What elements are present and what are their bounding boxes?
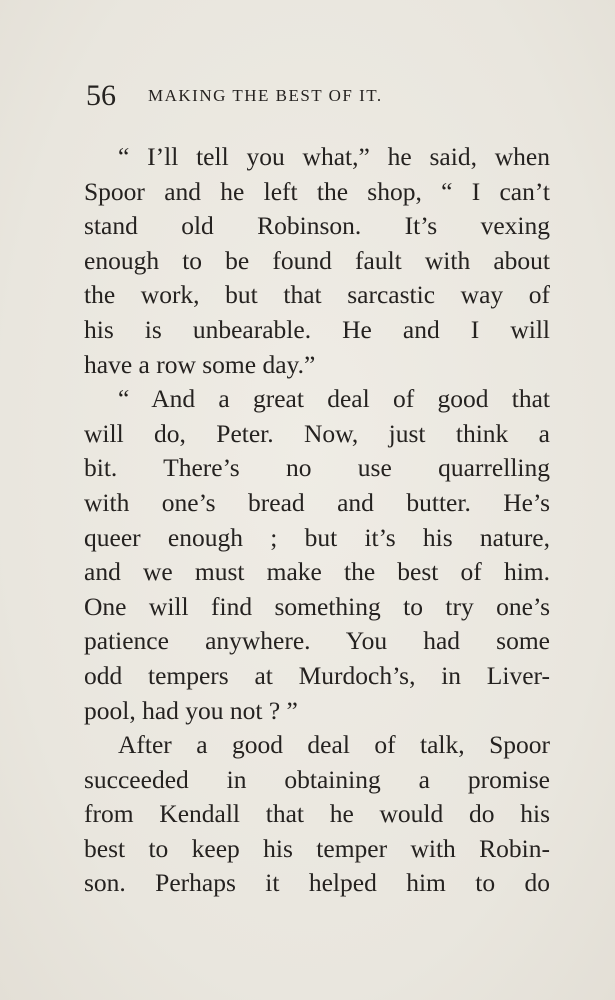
text-line: odd tempers at Murdoch’s, in Liver- [84, 660, 550, 690]
text-line: patience anywhere. You had some [84, 626, 550, 656]
text-line: his is unbearable. He and I will [84, 314, 550, 344]
running-title: MAKING THE BEST OF IT. [148, 86, 383, 105]
page-header [86, 78, 536, 114]
text-line: from Kendall that he would do his [84, 799, 550, 829]
text-line: One will find something to try one’s [84, 591, 550, 621]
text-line: enough to be found fault with about [84, 245, 550, 275]
text-line: pool, had you not ? ” [84, 695, 298, 725]
text-line: bit. There’s no use quarrelling [84, 453, 550, 483]
text-line: stand old Robinson. It’s vexing [84, 211, 550, 241]
text-line: will do, Peter. Now, just think a [84, 418, 550, 448]
text-line: succeeded in obtaining a promise [84, 764, 550, 794]
text-line: “ I’ll tell you what,” he said, when [118, 142, 550, 171]
text-line: queer enough ; but it’s his nature, [84, 522, 550, 552]
page-number: 56 [86, 79, 116, 112]
text-line: have a row some day.” [84, 349, 316, 379]
text-line: Spoor and he left the shop, “ I can’t [84, 176, 550, 206]
text-line: with one’s bread and butter. He’s [84, 487, 550, 517]
text-line: the work, but that sarcastic way of [84, 280, 550, 310]
text-line: best to keep his temper with Robin- [84, 833, 550, 863]
text-line: and we must make the best of him. [84, 557, 550, 587]
body-text [84, 140, 550, 901]
text-line: After a good deal of talk, Spoor [118, 730, 550, 760]
text-line: son. Perhaps it helped him to do [84, 868, 550, 898]
text-line: “ And a great deal of good that [118, 384, 550, 414]
